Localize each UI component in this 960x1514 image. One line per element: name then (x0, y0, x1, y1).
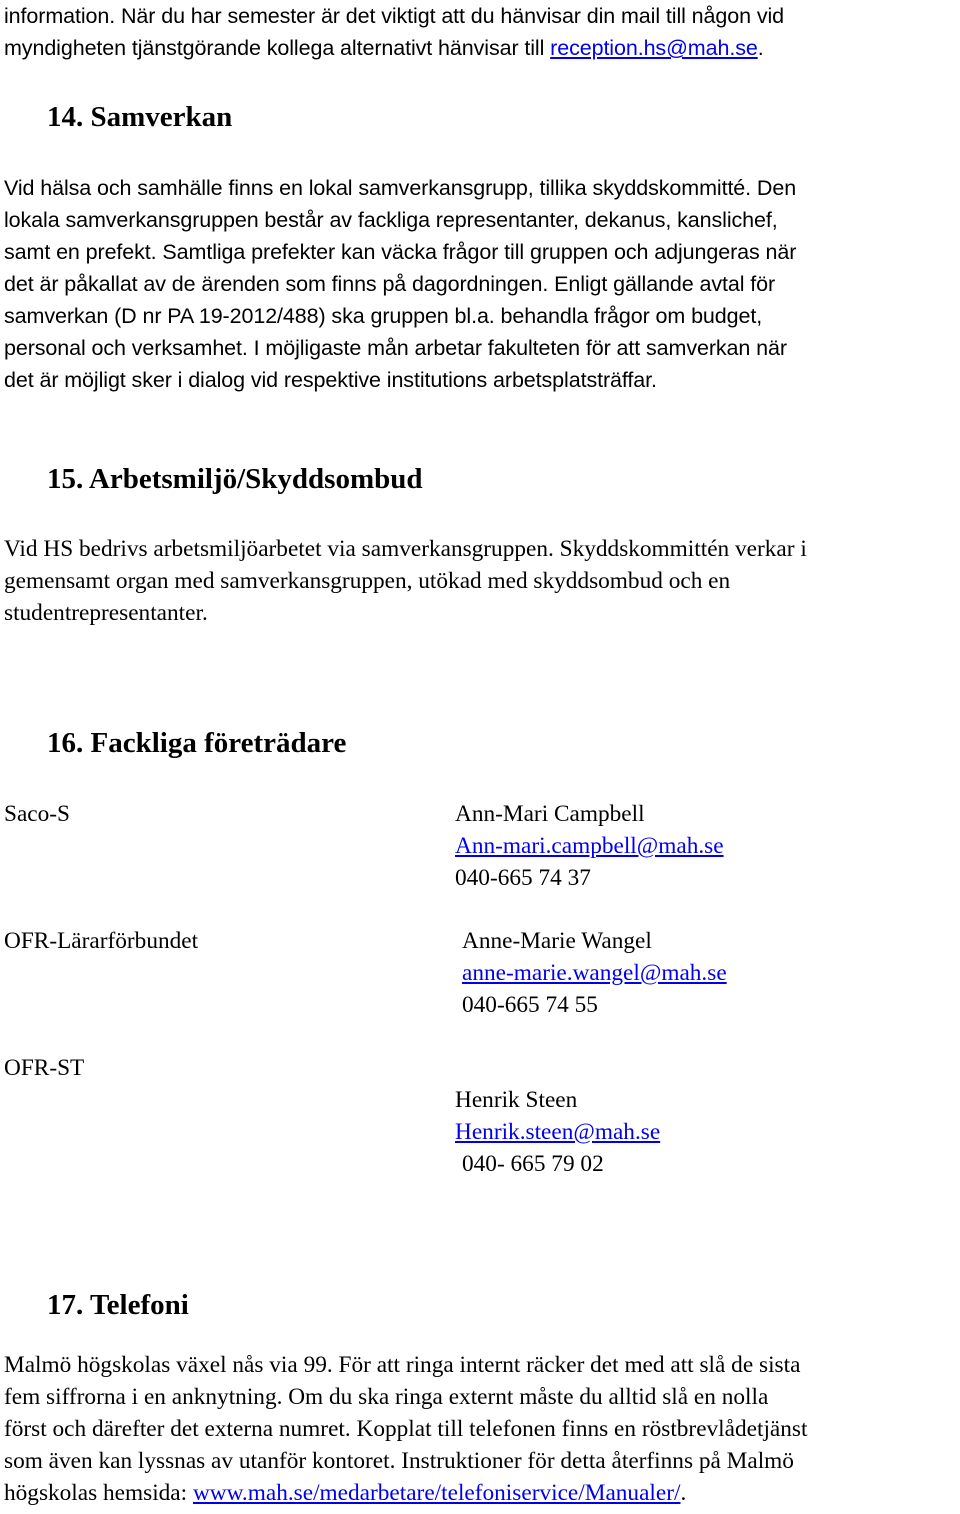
telefoniservice-link[interactable]: www.mah.se/medarbetare/telefoniservice/Manualer/ (192, 1480, 681, 1506)
contact-email-link[interactable]: anne-marie.wangel@mah.se (462, 960, 727, 986)
contact-phone: 040-665 74 37 (455, 865, 591, 891)
section-17-last-suffix: . (680, 1480, 687, 1506)
section-15-line: Vid HS bedrivs arbetsmiljöarbetet via samverkansgruppen. Skyddskommittén verkar i (4, 536, 807, 562)
section-15-line: gemensamt organ med samverkansgruppen, utökad med skyddsombud och en (4, 568, 731, 594)
intro-line-1: information. När du har semester är det viktigt att du hänvisar din mail till någon vid (4, 4, 785, 28)
section-14-line: samverkan (D nr PA 19-2012/488) ska gruppen bl.a. behandla frågor om budget, (4, 304, 763, 328)
contact-phone: 040- 665 79 02 (462, 1151, 604, 1177)
union-saco-s: Saco-S (4, 801, 71, 827)
union-ofr-lararforbundet: OFR-Lärarförbundet (4, 928, 199, 954)
contact-phone: 040-665 74 55 (462, 992, 598, 1018)
section-17-line: Malmö högskolas växel nås via 99. För att ringa internt räcker det med att slå de sista (4, 1352, 801, 1378)
section-17-last-text: högskolas hemsida: (4, 1480, 193, 1506)
reception-email-link[interactable]: reception.hs@mah.se (550, 36, 758, 60)
intro-line-2-text: myndigheten tjänstgörande kollega alternativt hänvisar till (4, 36, 551, 60)
section-17-line: fem siffrorna i en anknytning. Om du ska ringa externt måste du alltid slå en nolla (4, 1384, 769, 1410)
union-ofr-st: OFR-ST (4, 1055, 85, 1081)
section-14-line: personal och verksamhet. I möjligaste mån arbetar fakulteten för att samverkan när (4, 336, 787, 360)
intro-line-2-suffix: . (757, 36, 764, 60)
section-17-line: först och därefter det externa numret. Kopplat till telefonen finns en röstbrevlådetjänst (4, 1416, 808, 1442)
section-17-heading: 17. Telefoni (47, 1289, 189, 1321)
section-15-line: studentrepresentanter. (4, 600, 208, 626)
section-14-line: Vid hälsa och samhälle finns en lokal samverkansgrupp, tillika skyddskommitté. Den (4, 176, 797, 200)
contact-name: Henrik Steen (455, 1087, 578, 1113)
section-14-heading: 14. Samverkan (47, 101, 233, 133)
contact-name: Anne-Marie Wangel (462, 928, 652, 954)
contact-name: Ann-Mari Campbell (455, 801, 645, 827)
section-14-line: samt en prefekt. Samtliga prefekter kan väcka frågor till gruppen och adjungeras när (4, 240, 797, 264)
section-14-line: det är möjligt sker i dialog vid respektive institutions arbetsplatsträffar. (4, 368, 657, 392)
contact-email-link[interactable]: Ann-mari.campbell@mah.se (455, 833, 724, 859)
section-17-line: som även kan lyssnas av utanför kontoret. Instruktioner för detta återfinns på Malmö (4, 1448, 794, 1474)
intro-line-2 (4, 32, 764, 64)
section-14-line: lokala samverkansgruppen består av fackliga representanter, dekanus, kanslichef, (4, 208, 778, 232)
contact-email-link[interactable]: Henrik.steen@mah.se (455, 1119, 661, 1145)
section-15-heading: 15. Arbetsmiljö/Skyddsombud (47, 463, 423, 495)
section-14-line: det är påkallat av de ärenden som finns på dagordningen. Enligt gällande avtal för (4, 272, 776, 296)
section-16-heading: 16. Fackliga företrädare (47, 727, 347, 759)
section-17-last-line (4, 1477, 686, 1509)
